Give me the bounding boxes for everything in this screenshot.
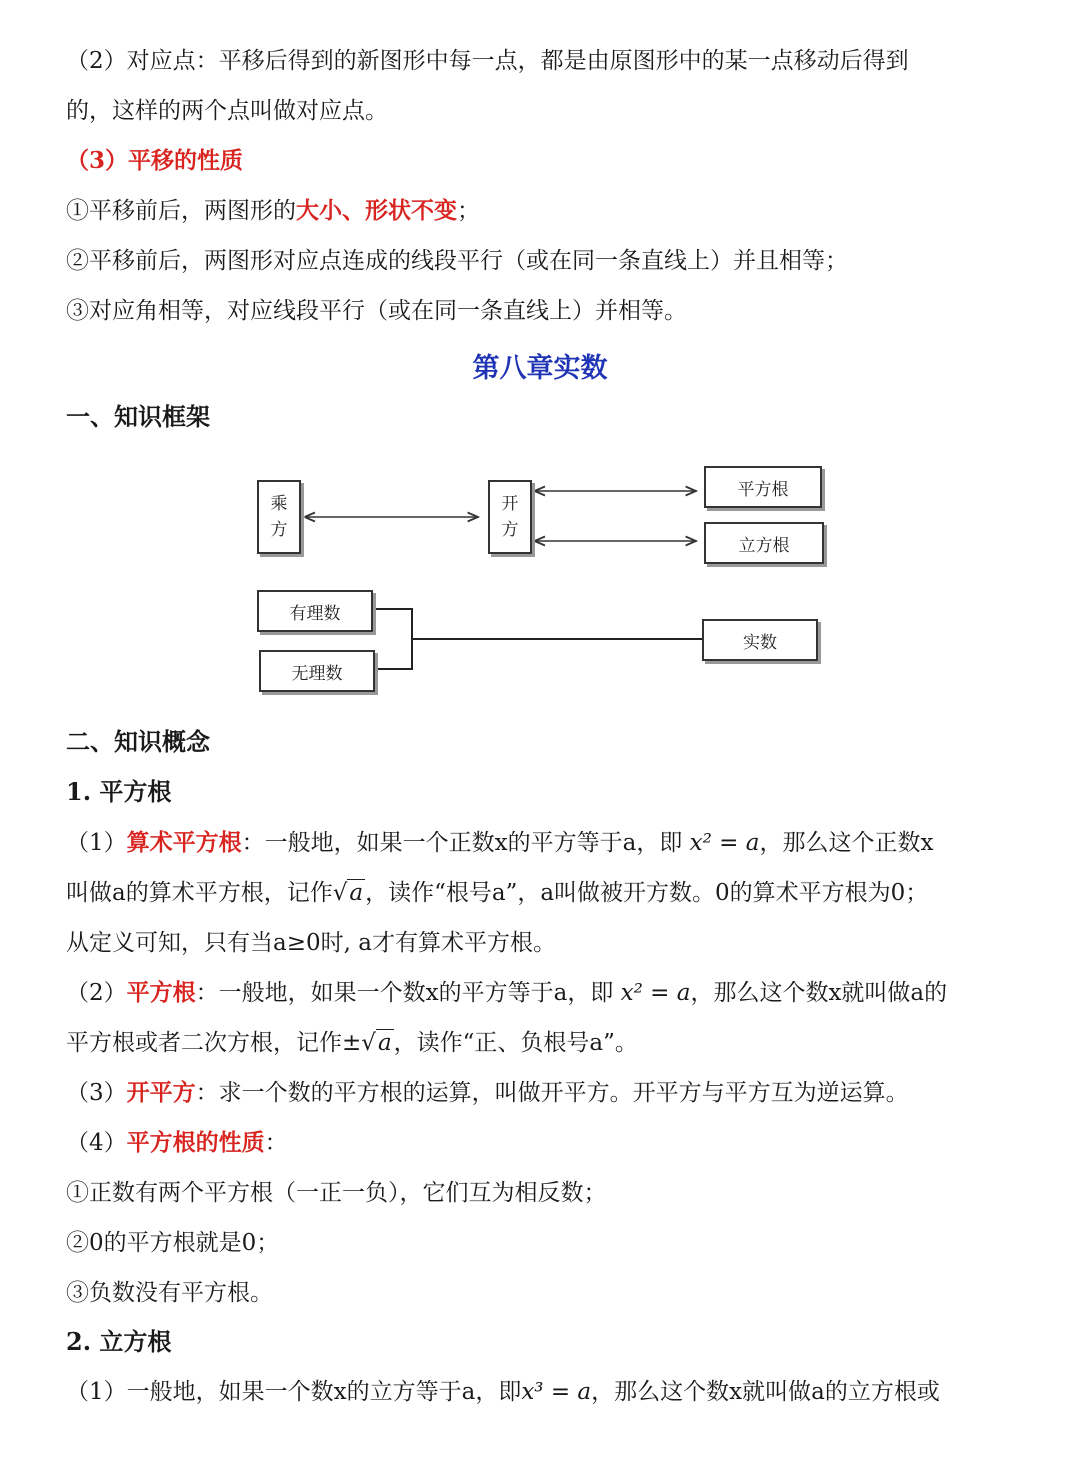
text-span: ：一般地，如果一个数x的平方等于a，即	[195, 980, 614, 1006]
text-span: ，那么这个数x就叫做a的	[690, 980, 948, 1006]
box-label: 方	[270, 520, 288, 540]
box-label: 立方根	[738, 535, 790, 556]
box-real	[702, 619, 818, 661]
text-span: （1）一般地，如果一个数x的立方等于a，即	[66, 1379, 522, 1405]
equation: x³ = a	[521, 1379, 592, 1405]
rule-3: ③负数没有平方根。	[66, 1280, 273, 1306]
box-label: 方	[501, 520, 519, 540]
highlight-text: 平方根的性质	[126, 1129, 265, 1156]
text-span: （4）	[66, 1130, 127, 1156]
box-label: 有理数	[289, 603, 341, 624]
text-span: ：一般地，如果一个正数x的平方等于a，即	[241, 830, 683, 856]
framework-heading: 一、知识框架	[66, 402, 210, 431]
concept-1-line-2	[66, 878, 928, 908]
subsection-title: 1. 平方根	[66, 777, 172, 806]
box-cube-root	[704, 522, 824, 564]
chapter-title: 第八章实数	[472, 353, 608, 384]
bracket-line	[372, 609, 412, 669]
box-rational	[257, 590, 373, 632]
sqrt-radicand: a	[377, 1030, 392, 1056]
property-3: ③对应角相等，对应线段平行（或在同一条直线上）并相等。	[66, 298, 687, 324]
property-2: ②平移前后，两图形对应点连成的线段平行（或在同一条直线上）并且相等；	[66, 248, 848, 274]
text-span: ，读作“根号a”，a叫做被开方数。0的算术平方根为0；	[365, 880, 929, 906]
text-span: ：求一个数的平方根的运算，叫做开平方。开平方与平方互为逆运算。	[195, 1080, 909, 1106]
text-span: ，那么这个数x就叫做a的立方根或	[591, 1379, 940, 1405]
concept-3	[66, 1078, 909, 1108]
concept-1	[66, 828, 933, 858]
box-square-root	[704, 466, 822, 508]
text-line: （2）对应点：平移后得到的新图形中每一点，都是由原图形中的某一点移动后得到	[66, 48, 909, 74]
sqrt-radicand: a	[349, 880, 364, 906]
box-label: 开	[501, 494, 519, 514]
text-span: （3）	[66, 1080, 127, 1106]
box-irrational	[259, 650, 375, 692]
concept-2-line-2	[66, 1028, 638, 1058]
text-span: ：	[264, 1130, 288, 1156]
text-span: （2）	[66, 980, 127, 1006]
text-span: ，那么这个正数x	[759, 830, 934, 856]
box-label: 无理数	[291, 663, 343, 684]
highlight-text: 平方根	[126, 979, 196, 1006]
box-label: 实数	[743, 632, 777, 653]
highlight-text: 算术平方根	[126, 829, 242, 856]
text-span: ①平移前后，两图形的	[66, 198, 296, 224]
equation: x² = a	[689, 830, 760, 856]
box-label: 乘	[270, 494, 288, 514]
text-line: 的，这样的两个点叫做对应点。	[66, 98, 388, 124]
text-span: 平方根或者二次方根，记作±	[66, 1030, 362, 1056]
box-chengfang	[257, 480, 301, 554]
concept-2	[66, 978, 947, 1008]
text-span: ；	[457, 198, 480, 224]
subsection-title: 2. 立方根	[66, 1327, 172, 1356]
equation: x² = a	[620, 980, 691, 1006]
concept-4	[66, 1128, 288, 1158]
highlight-text: 开平方	[126, 1079, 196, 1106]
sqrt-sign: √	[361, 1030, 376, 1056]
text-span: ，读作“正、负根号a”。	[393, 1030, 638, 1056]
framework-diagram	[0, 0, 1080, 720]
highlight-text: 大小、形状不变	[296, 197, 457, 224]
rule-1: ①正数有两个平方根（一正一负），它们互为相反数；	[66, 1180, 607, 1206]
box-kaifang	[488, 480, 532, 554]
sqrt-sign: √	[332, 880, 348, 906]
box-label: 平方根	[737, 479, 789, 500]
text-span: 叫做a的算术平方根，记作	[66, 880, 333, 906]
text-span: （1）	[66, 830, 127, 856]
concepts-heading: 二、知识概念	[66, 727, 210, 756]
concept-1-line-3: 从定义可知，只有当a≥0时, a才有算术平方根。	[66, 930, 556, 956]
cube-root-def	[66, 1377, 940, 1407]
section-subheading: （3）平移的性质	[66, 147, 244, 174]
rule-2: ②0的平方根就是0；	[66, 1230, 280, 1256]
